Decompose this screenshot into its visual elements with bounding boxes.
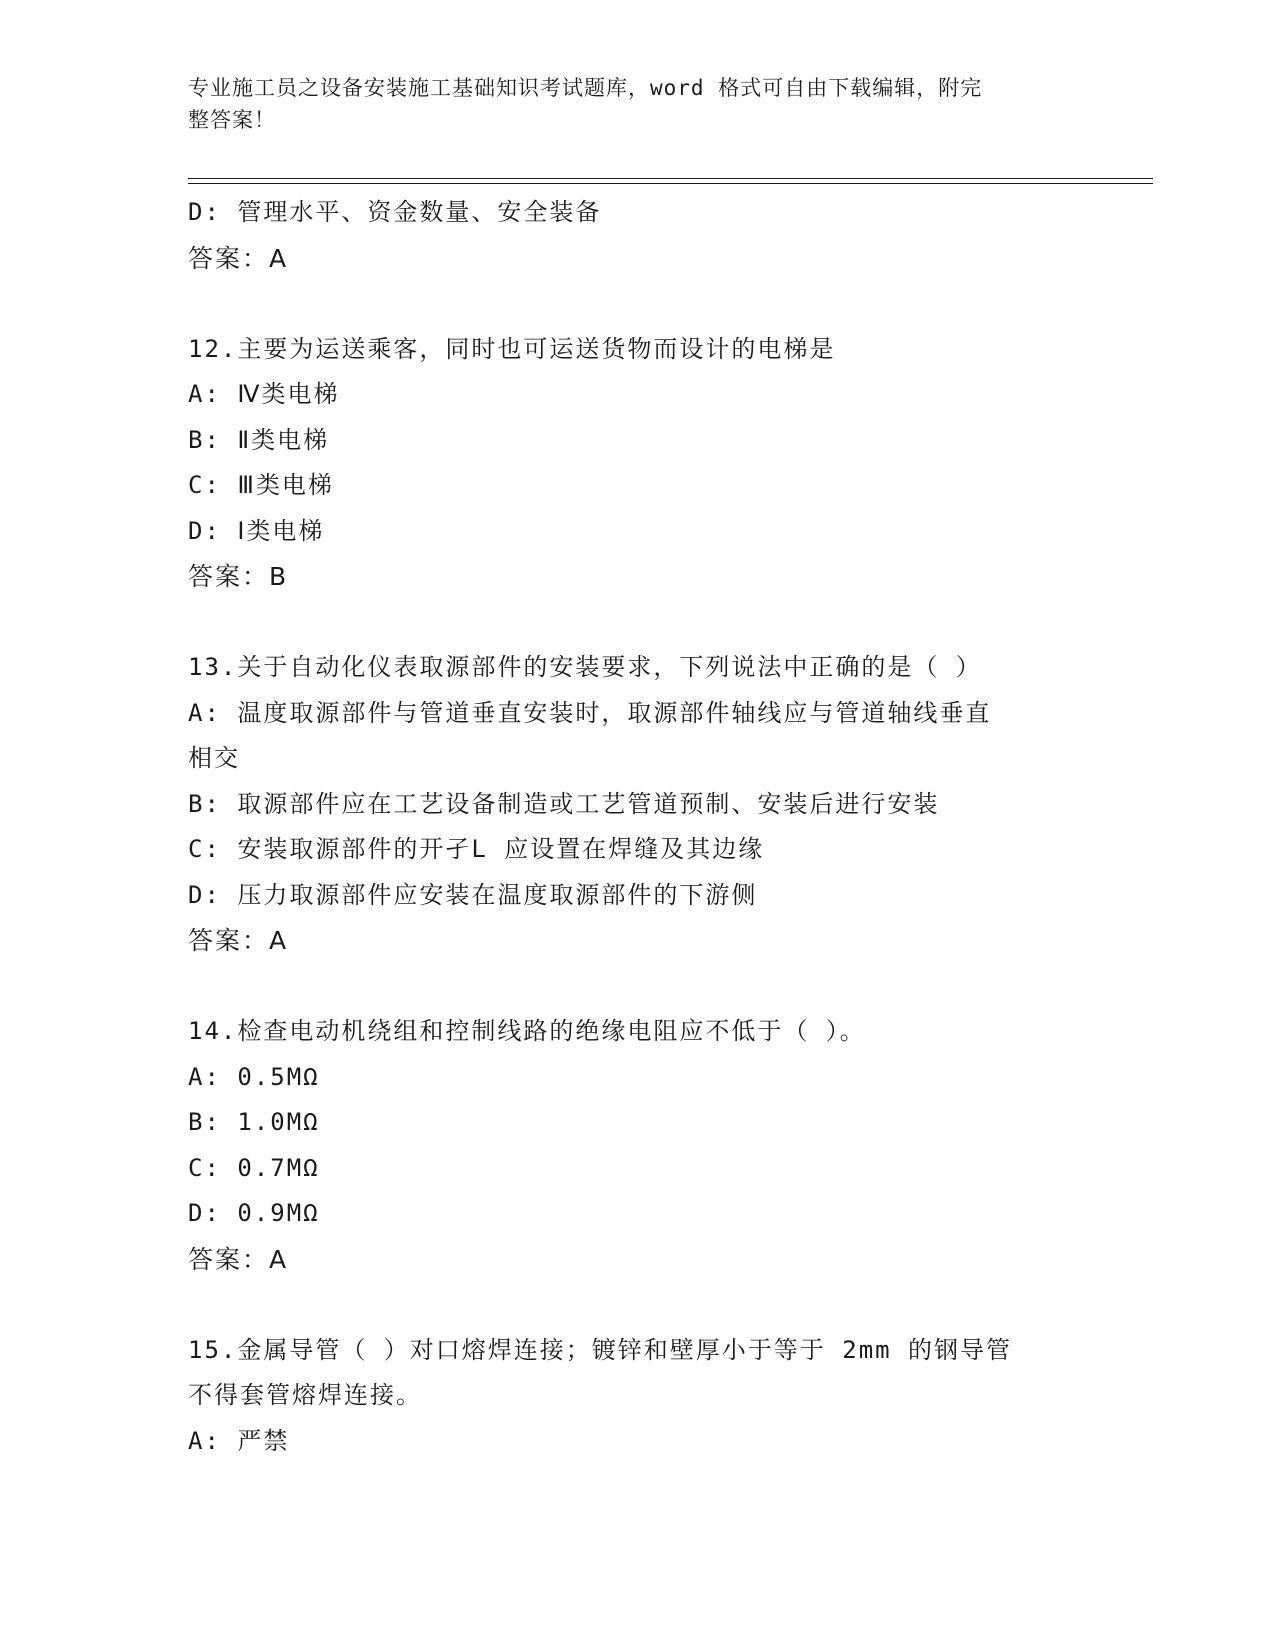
option-a-continued: 相交 <box>188 744 240 772</box>
question-12 <box>188 327 1088 600</box>
option-d: D: 0.9MΩ <box>188 1199 320 1227</box>
question-14 <box>188 1009 1088 1282</box>
question-15 <box>188 1328 1088 1465</box>
question-text: 15.金属导管（ ）对口熔焊连接；镀锌和壁厚小于等于 2mm 的钢导管 <box>188 1335 1013 1364</box>
option-a: A: 0.5MΩ <box>188 1062 320 1091</box>
option-c: C: 0.7MΩ <box>188 1153 320 1182</box>
option-d: D: 管理水平、资金数量、安全装备 <box>188 198 602 226</box>
header-rule-bottom <box>188 183 1153 184</box>
answer-line: 答案：B <box>188 562 289 591</box>
option-c: C: 安装取源部件的开孑L 应设置在焊缝及其边缘 <box>188 835 765 863</box>
question-text: 13.关于自动化仪表取源部件的安装要求，下列说法中正确的是（ ） <box>188 653 982 681</box>
option-b: B: 1.0MΩ <box>188 1108 320 1136</box>
header-title-line2: 整答案！ <box>188 108 276 132</box>
option-b: B: Ⅱ类电梯 <box>188 425 330 454</box>
option-a: A: 温度取源部件与管道垂直安装时，取源部件轴线应与管道轴线垂直 <box>188 698 992 727</box>
spacer <box>188 281 1088 327</box>
question-text: 12.主要为运送乘客，同时也可运送货物而设计的电梯是 <box>188 334 836 363</box>
question-list <box>188 190 1088 1464</box>
question-11-fragment <box>188 190 1088 281</box>
option-a: A: Ⅳ类电梯 <box>188 380 340 408</box>
answer-line: 答案：A <box>188 926 289 955</box>
question-text: 14.检查电动机绕组和控制线路的绝缘电阻应不低于（ ）。 <box>188 1017 866 1045</box>
option-d: D: 压力取源部件应安装在温度取源部件的下游侧 <box>188 880 758 909</box>
header-title-line1: 专业施工员之设备安装施工基础知识考试题库，word 格式可自由下载编辑，附完 <box>188 76 983 100</box>
spacer <box>188 1282 1088 1328</box>
option-c: C: Ⅲ类电梯 <box>188 471 334 499</box>
spacer <box>188 964 1088 1010</box>
question-13 <box>188 645 1088 964</box>
question-text-continued: 不得套管熔焊连接。 <box>188 1381 422 1409</box>
header-rule-top <box>188 178 1153 179</box>
option-a: A: 严禁 <box>188 1426 290 1455</box>
option-b: B: 取源部件应在工艺设备制造或工艺管道预制、安装后进行安装 <box>188 789 940 818</box>
answer-line: 答案：A <box>188 243 289 273</box>
spacer <box>188 600 1088 646</box>
document-header <box>188 72 1068 136</box>
answer-line: 答案：A <box>188 1244 289 1274</box>
option-d: D: Ⅰ类电梯 <box>188 516 325 545</box>
